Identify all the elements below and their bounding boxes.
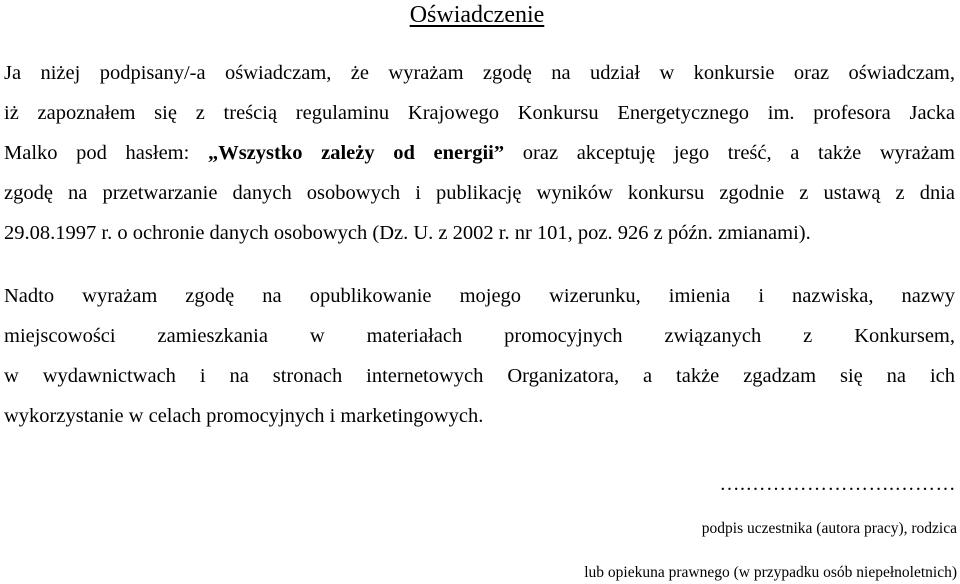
consent-line-3 — [4, 133, 955, 173]
signature-caption-2: lub opiekuna prawnego (w przypadku osób niepełnoletnich) — [584, 564, 957, 581]
image-consent-paragraph — [4, 276, 955, 436]
document-title — [0, 0, 960, 30]
signature-caption-1: podpis uczestnika (autora pracy), rodzica — [701, 520, 957, 537]
image-consent-line-4: wykorzystanie w celach promocyjnych i marketingowych. — [4, 405, 484, 427]
consent-line-2: iż zapoznałem się z treścią regulaminu Krajowego Konkursu Energetycznego im. profesora Jacka — [4, 102, 955, 124]
signature-line: ….………………….……… — [719, 473, 956, 495]
consent-paragraph — [4, 53, 955, 253]
consent-line-3-start: Malko pod hasłem: — [4, 142, 208, 164]
consent-line-4: zgodę na przetwarzanie danych osobowych i publikację wyników konkursu zgodnie z ustawą z dnia — [4, 182, 955, 204]
consent-line-5: 29.08.1997 r. o ochronie danych osobowych (Dz. U. z 2002 r. nr 101, poz. 926 z późn. zmianami). — [4, 222, 811, 244]
consent-line-1: Ja niżej podpisany/-a oświadczam, że wyrażam zgodę na udział w konkursie oraz oświadczam, — [4, 62, 955, 84]
image-consent-line-2: miejscowości zamieszkania w materiałach promocyjnych związanych z Konkursem, — [4, 325, 955, 347]
image-consent-line-3: w wydawnictwach i na stronach internetowych Organizatora, a także zgadzam się na ich — [4, 365, 955, 387]
contest-motto: „Wszystko zależy od energii” — [207, 142, 505, 164]
title-text: Oświadczenie — [409, 2, 545, 28]
consent-line-3-end: oraz akceptuję jego treść, a także wyrażam — [522, 142, 955, 164]
image-consent-line-1: Nadto wyrażam zgodę na opublikowanie mojego wizerunku, imienia i nazwiska, nazwy — [4, 285, 955, 307]
